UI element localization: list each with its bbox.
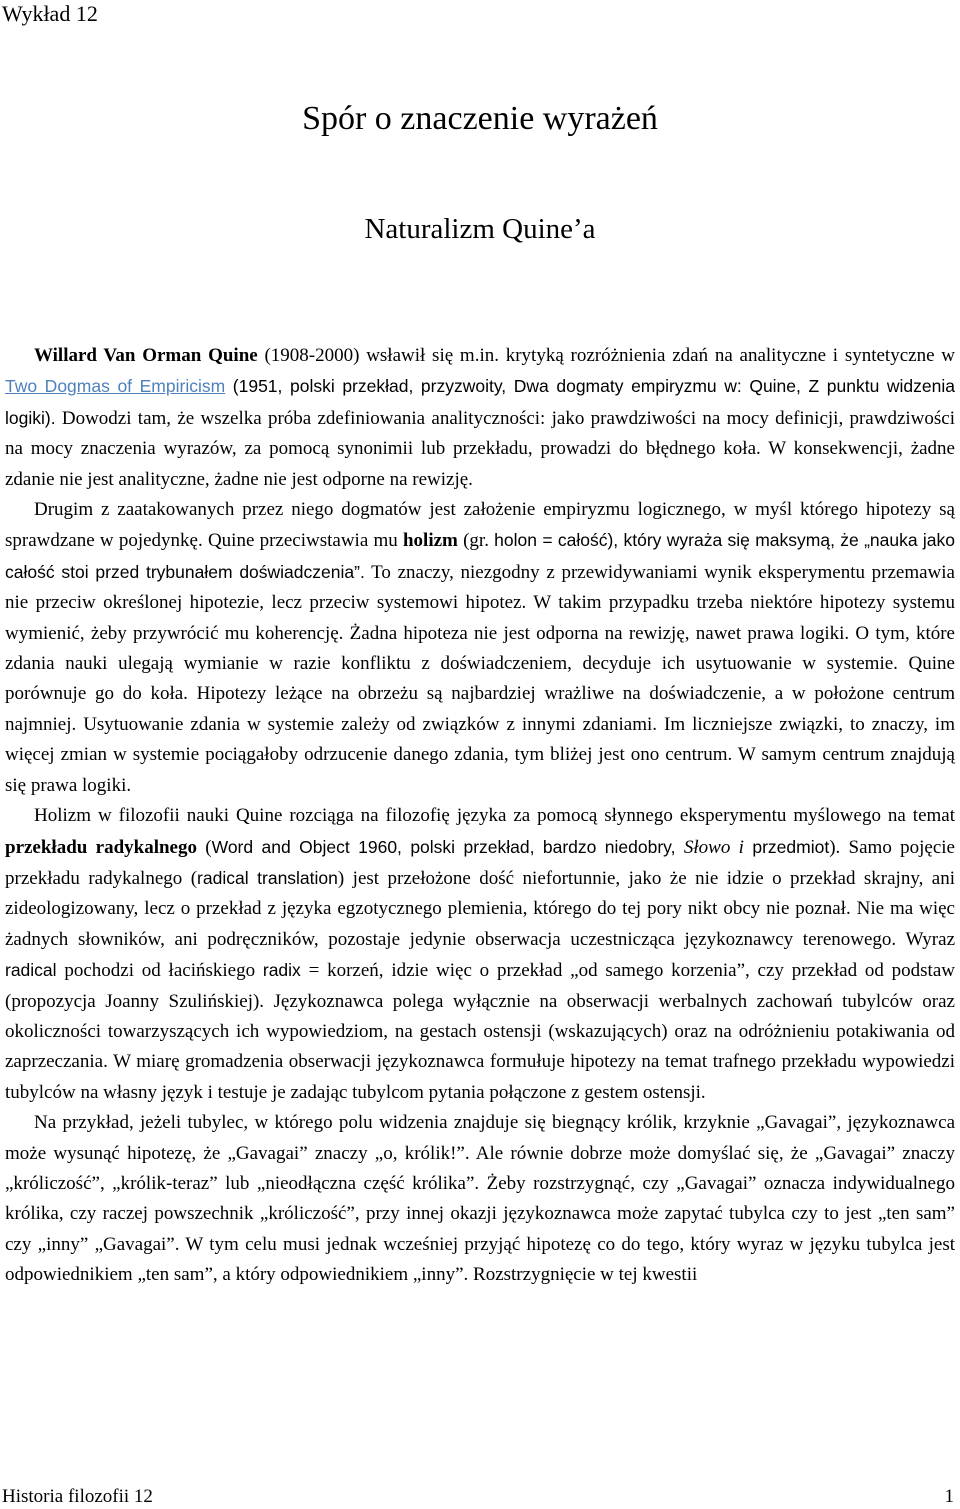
paragraph-holism — [5, 495, 955, 801]
paragraph-text: = korzeń, idzie więc o przekład „od samego korzenia”, czy przekład od podstaw (propozycja Joanny Szulińskiej). Językoznawca polega wyłącznie na obserwacji werbalnych zachowań tubylców oraz okoliczności towarzyszących ich wypowiedziom, na gestach ostensji (wskazujących) oraz na odróżnieniu potakiwania od zaprzeczania. W miarę gromadzenia obserwacji językoznawca formułuje hipotezy na temat trafnego przekładu wypowiedzi tubylców na własny język i testuje je zadając tubylcom pytania połączone z gestem ostensji. — [5, 960, 955, 1103]
paragraph-gavagai: Na przykład, jeżeli tubylec, w którego polu widzenia znajduje się biegnący królik, krzyknie „Gavagai”, językoznawca może wysunąć hipotezę, że „Gavagai” znaczy „o, królik!”. Ale równie dobrze może domyślać się, że „Gavagai” znaczy „króliczość”, „królik-teraz” lub „nieodłączna część królika”. Żeby rozstrzygnąć, czy „Gavagai” oznacza indywidualnego królika, czy raczej powszechnik „króliczość”, przy innej okazji językoznawca może zapytać tubylca czy to jest „ten sam” czy „inny” „Gavagai”. W tym celu musi jednak wcześniej przyjąć hipotezę co do tego, który wyraz w języku tubylca jest odpowiednikiem „ten sam”, a który odpowiednikiem „inny”. Rozstrzygnięcie w tej kwestii — [5, 1112, 955, 1286]
page-number: 1 — [944, 1486, 954, 1507]
body-text — [5, 341, 955, 1291]
paragraph-text: przedmiot — [743, 836, 830, 857]
paragraph-quine-dogmas — [5, 341, 955, 495]
paragraph-text: radical translation — [197, 867, 338, 888]
paragraph-radical-translation — [5, 801, 955, 1108]
paragraph-text: ( — [197, 836, 212, 858]
paragraph-text: ) jest przełożone dość niefortunnie, jako że nie idzie o przekład skrajny, ani zideologizowany, lecz o przekład z języka egzotycznego plemienia, którego do tej pory nikt obcy nie poznał. Nie ma więc żadnych słowników, ani podręczników, pozostaje jedynie obserwacja uczestnicząca językoznawcy terenowego. Wyraz — [5, 867, 956, 950]
author-name: Willard Van Orman Quine — [34, 345, 258, 366]
lecture-label: Wykład 12 — [2, 1, 98, 26]
footer-title: Historia filozofii 12 — [2, 1486, 153, 1507]
paragraph-text: Drugim z zaatakowanych przez niego dogmatów jest założenie empiryzmu logicznego, w myśl którego hipotezy są sprawdzane w pojedynkę. Quine przeciwstawia mu — [5, 499, 955, 552]
paragraph-text: Holizm w filozofii nauki Quine rozciąga na filozofię języka za pomocą słynnego eksperymentu myślowego na temat — [34, 805, 955, 827]
paragraph-text: radical — [5, 960, 57, 981]
two-dogmas-link[interactable]: Two Dogmas of Empiricism — [5, 376, 226, 397]
term-radical-translation: przekładu radykalnego — [5, 836, 197, 858]
paragraph-text: To znaczy, niezgodny z przewidywaniami wynik eksperymentu przemawia nie przeciw określonej hipotezie, lecz przeciw systemowi hipotez. W takim przypadku trzeba niektóre hipotezy systemu wymienić, żeby przywrócić mu koherencję. Żadna hipoteza nie jest odporna na rewizję, nawet prawa logiki. O tym, które zdania nauki ulegają wymianie w razie konfliktu z doświadczeniem, decyduje ich usytuowanie w systemie. Quine porównuje go do koła. Hipotezy leżące na obrzeżu są najbardziej wrażliwe na doświadczenie, a w położone centrum najmniej. Usytuowanie zdania w systemie zależy od związków z innymi zdaniami. Im liczniejsze związki, to znaczy, im więcej zmian w systemie pociągałoby odrzucenie danego zdania, tym bliżej jest ono centrum. W samym centrum znajdują się prawa logiki. — [5, 561, 955, 796]
paragraph-text: radix — [262, 960, 301, 981]
paragraph-text: (gr. — [457, 530, 495, 552]
paragraph-text: Dowodzi tam, że wszelka próba zdefiniowania analityczności: jako prawdziwości na mocy definicji, prawdziwości na mocy znaczenia wyrazów, za pomocą synonimii lub przekładu, prowadzi do błędnego koła. W konsekwencji, żadne zdanie nie jest analityczne, żadne nie jest odporne na rewizję. — [5, 407, 955, 490]
paragraph-text: pochodzi od łacińskiego — [56, 960, 263, 982]
book-title-italic: Słowo i — [683, 836, 744, 858]
page-subtitle: Naturalizm Quine’a — [364, 213, 596, 245]
paragraph-text: (1908-2000) wsławił się m.in. krytyką rozróżnienia zdań na analityczne i syntetyczne w — [257, 345, 955, 366]
paragraph-text: Word and Object 1960, polski przekład, bardzo niedobry, — [211, 836, 684, 857]
paragraph-text: ). Samo pojęcie przekładu radykalnego ( — [5, 836, 955, 889]
paragraph-text: holon = całość), który wyraża się maksymą, że „nauka jako całość stoi przed trybunałem doświadczenia”. — [5, 530, 956, 582]
paragraph-text: (1951, polski przekład, przyzwoity, Dwa dogmaty empiryzmu w: Quine, Z punktu widzenia logiki). — [5, 376, 955, 428]
term-holism: holizm — [402, 530, 458, 552]
page-title: Spór o znaczenie wyrażeń — [302, 100, 658, 137]
